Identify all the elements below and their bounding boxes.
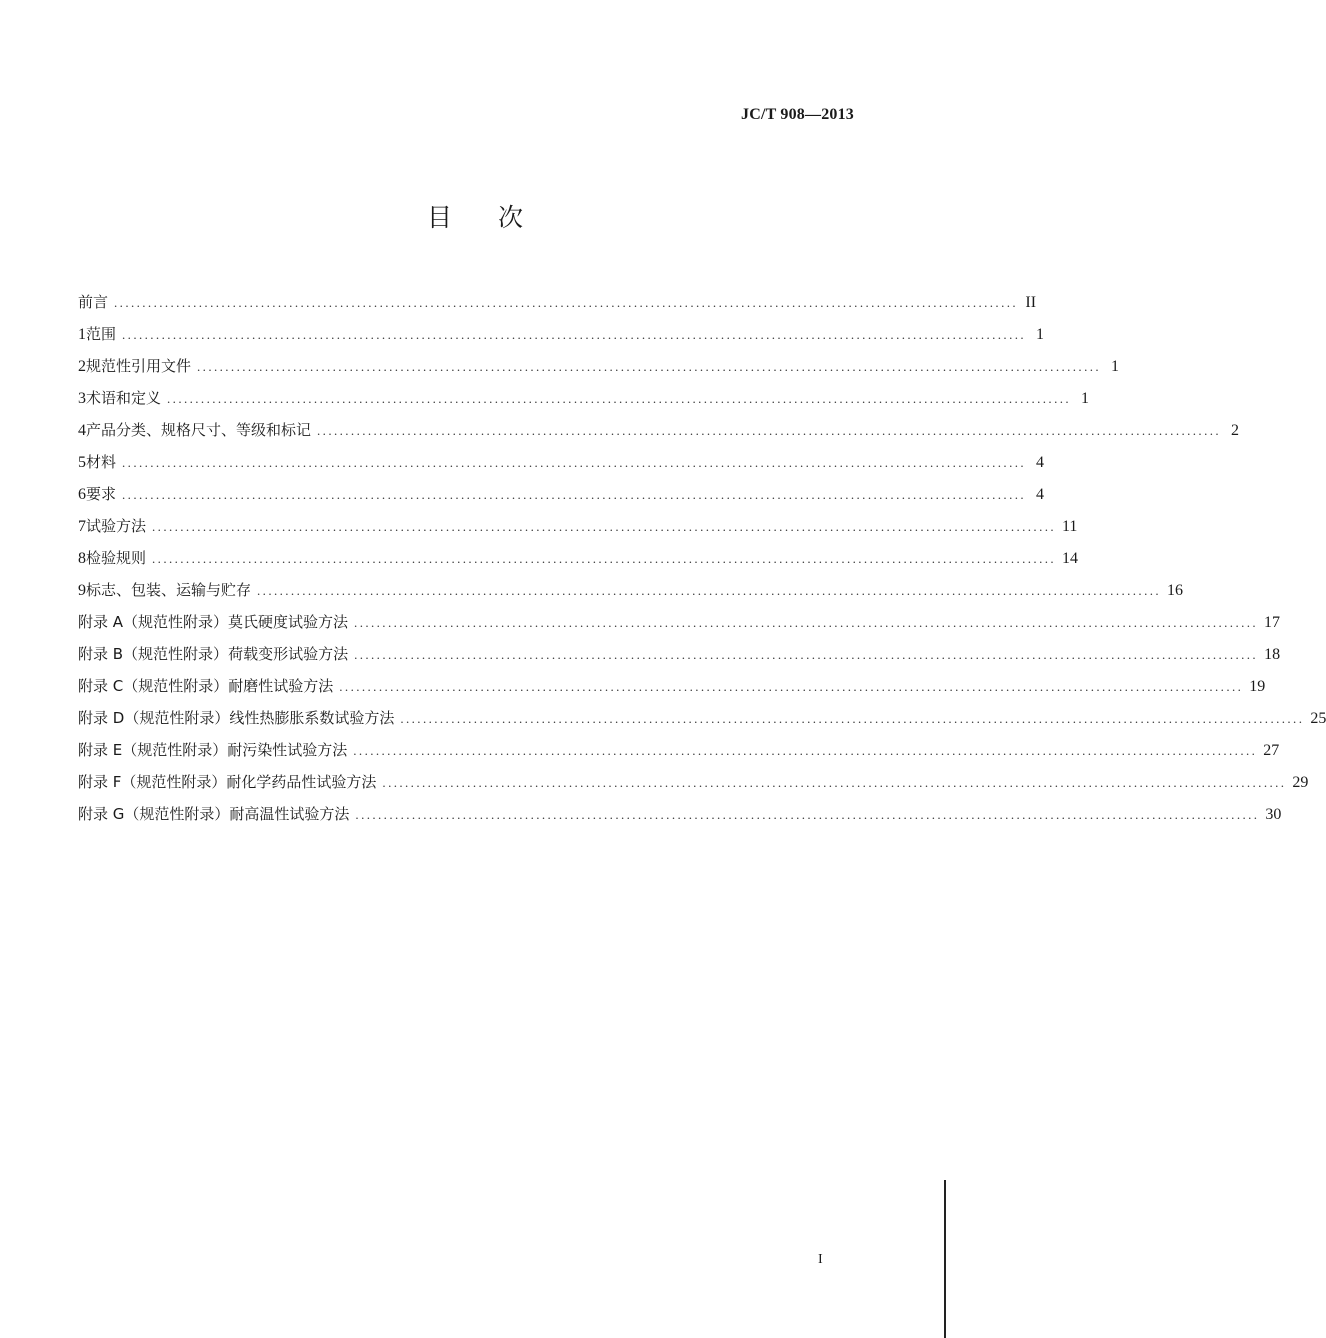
toc-entry-label: 标志、包装、运输与贮存: [86, 581, 252, 599]
toc-entry-page: 4: [1036, 486, 1045, 503]
toc-entry-label: 要求: [86, 485, 117, 503]
toc-entry-label: 试验方法: [86, 517, 147, 535]
toc-leader-dots: ................................................................................................................................................................: [339, 679, 1244, 694]
standard-code: JC/T 908—2013: [741, 106, 854, 123]
toc-entry-page: 1: [1081, 390, 1090, 407]
toc-entry-page: 14: [1062, 550, 1079, 567]
toc-entry-page: 16: [1167, 582, 1184, 599]
scan-edge-divider: [944, 1180, 946, 1338]
toc-appendix-page: 17: [1264, 614, 1281, 631]
toc-entry-number: 3: [78, 390, 86, 407]
toc-entry-number: 2: [78, 358, 86, 375]
toc-entry-9[interactable]: [78, 568, 1184, 600]
toc-entry-6[interactable]: [78, 472, 1045, 504]
toc-entry-label: 产品分类、规格尺寸、等级和标记: [86, 421, 312, 439]
toc-appendix-page: 18: [1264, 646, 1281, 663]
toc-appendix-g[interactable]: [78, 792, 1282, 824]
toc-leader-dots: ................................................................................................................................................................: [122, 455, 1027, 470]
toc-leader-dots: ................................................................................................................................................................: [317, 423, 1222, 438]
toc-entry-label: 规范性引用文件: [86, 357, 192, 375]
toc-appendix-page: 25: [1310, 710, 1326, 727]
toc-leader-dots: ................................................................................................................................................................: [152, 551, 1057, 566]
toc-appendix-page: 29: [1292, 774, 1309, 791]
toc-appendix-prefix: 附录 G（规范性附录）: [78, 805, 230, 823]
toc-entry-1[interactable]: [78, 312, 1045, 344]
toc-appendix-prefix: 附录 E（规范性附录）: [78, 741, 228, 759]
toc-entry-8[interactable]: [78, 536, 1079, 568]
toc-entry-number: 4: [78, 422, 86, 439]
page-title: [0, 198, 950, 234]
toc-entry-label: 范围: [86, 325, 117, 343]
toc-entry-number: 5: [78, 454, 86, 471]
toc-appendix-f[interactable]: [78, 760, 1309, 792]
toc-appendix-label: 耐高温性试验方法: [229, 805, 350, 823]
toc-entry-page: 11: [1062, 518, 1078, 535]
toc-entry-label: 术语和定义: [86, 389, 162, 407]
toc-appendix-label: 莫氏硬度试验方法: [228, 613, 349, 631]
toc-entry-4[interactable]: [78, 408, 1240, 440]
toc-appendix-label: 耐污染性试验方法: [227, 741, 348, 759]
toc-appendix-page: 19: [1249, 678, 1266, 695]
toc-entry-label: 前言: [78, 293, 109, 311]
toc-leader-dots: ................................................................................................................................................................: [114, 295, 1019, 310]
toc-entry-page: 1: [1036, 326, 1045, 343]
toc-appendix-prefix: 附录 C（规范性附录）: [78, 677, 229, 695]
toc-leader-dots: ................................................................................................................................................................: [152, 519, 1057, 534]
toc-leader-dots: ................................................................................................................................................................: [355, 807, 1260, 822]
page-number: I: [818, 1252, 823, 1267]
toc-leader-dots: ................................................................................................................................................................: [353, 743, 1258, 758]
toc-entry-number: 9: [78, 582, 86, 599]
toc-leader-dots: ................................................................................................................................................................: [167, 391, 1072, 406]
toc-appendix-page: 27: [1263, 742, 1280, 759]
toc-leader-dots: ................................................................................................................................................................: [122, 327, 1027, 342]
toc-appendix-b[interactable]: [78, 632, 1281, 664]
toc-leader-dots: ................................................................................................................................................................: [400, 711, 1305, 726]
toc-entry-number: 1: [78, 326, 86, 343]
toc-appendix-page: 30: [1265, 806, 1282, 823]
page-title-char-2: 次: [498, 203, 524, 232]
page-title-char-1: 目: [426, 203, 452, 232]
toc-leader-dots: ................................................................................................................................................................: [354, 615, 1259, 630]
toc-entry-label: 材料: [86, 453, 117, 471]
toc-entry-foreword[interactable]: [78, 280, 1037, 312]
toc-appendix-label: 耐磨性试验方法: [228, 677, 334, 695]
toc-entry-page: 1: [1111, 358, 1120, 375]
toc-leader-dots: ................................................................................................................................................................: [382, 775, 1287, 790]
toc-appendix-e[interactable]: [78, 728, 1280, 760]
toc-appendix-a[interactable]: [78, 600, 1281, 632]
toc-entry-3[interactable]: [78, 376, 1090, 408]
toc-entry-label: 检验规则: [86, 549, 147, 567]
toc-appendix-prefix: 附录 B（规范性附录）: [78, 645, 229, 663]
toc-appendix-c[interactable]: [78, 664, 1266, 696]
toc-entry-page: II: [1025, 294, 1037, 311]
toc-appendix-prefix: 附录 A（规范性附录）: [78, 613, 229, 631]
toc-entry-page: 4: [1036, 454, 1045, 471]
toc-entry-number: 6: [78, 486, 86, 503]
toc-entry-number: 7: [78, 518, 86, 535]
toc-entry-5[interactable]: [78, 440, 1045, 472]
toc-entry-page: 2: [1231, 422, 1240, 439]
toc-leader-dots: ................................................................................................................................................................: [197, 359, 1102, 374]
toc-appendix-prefix: 附录 D（规范性附录）: [78, 709, 230, 727]
toc-leader-dots: ................................................................................................................................................................: [354, 647, 1259, 662]
toc-leader-dots: ................................................................................................................................................................: [122, 487, 1027, 502]
toc-entry-2[interactable]: [78, 344, 1120, 376]
toc-appendix-d[interactable]: [78, 696, 1326, 728]
toc-leader-dots: ................................................................................................................................................................: [257, 583, 1162, 598]
toc-entry-7[interactable]: [78, 504, 1078, 536]
toc-entry-number: 8: [78, 550, 86, 567]
toc-appendix-prefix: 附录 F（规范性附录）: [78, 773, 227, 791]
toc-appendix-label: 荷载变形试验方法: [228, 645, 349, 663]
toc-appendix-label: 耐化学药品性试验方法: [226, 773, 377, 791]
toc-appendix-label: 线性热膨胀系数试验方法: [229, 709, 395, 727]
table-of-contents: [78, 280, 1326, 824]
